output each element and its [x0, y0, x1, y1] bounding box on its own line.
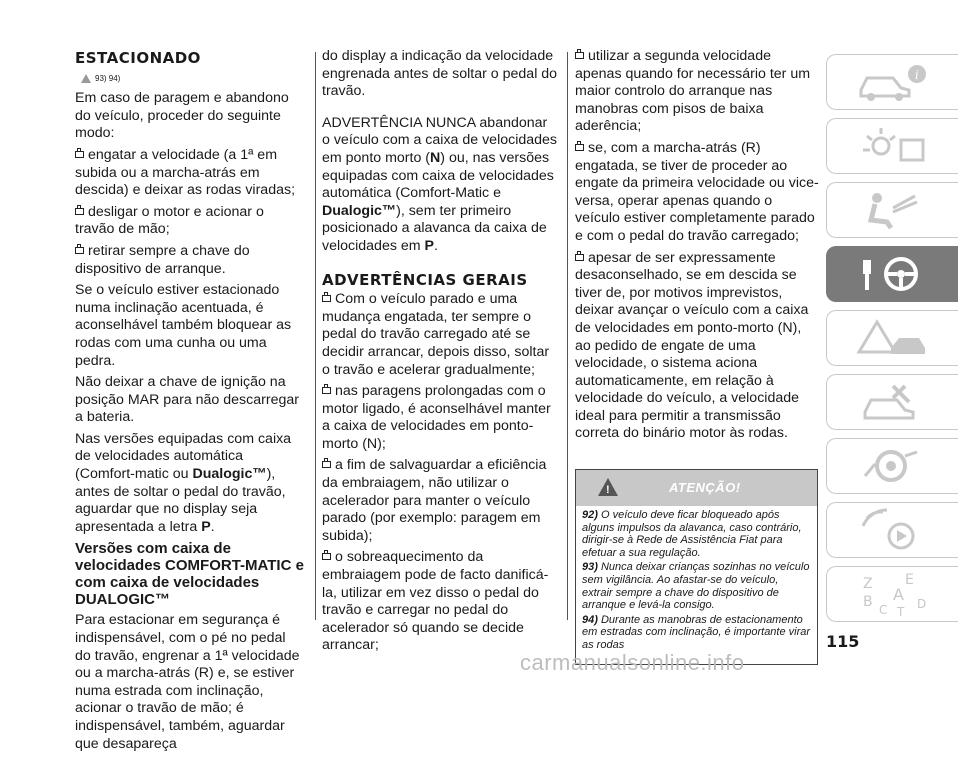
attention-box — [575, 469, 818, 665]
tab-index[interactable] — [826, 566, 958, 622]
tab-emergency[interactable] — [826, 310, 958, 366]
bullet-icon — [322, 553, 331, 560]
warning-refs — [81, 70, 305, 88]
warning-triangle-icon — [81, 74, 91, 83]
column-3 — [575, 48, 820, 665]
attention-item: 92) O veículo deve ficar bloqueado após alguns impulsos da alavanca, caso contrário, dirigir-se à Rede de Assistência Fiat para efetuar a sua regulação. — [582, 509, 802, 559]
bullet-item: o sobreaquecimento da embraiagem pode de facto danificá-la, utilizar em vez disso o pedal do travão e carregar no pedal do acelerador só quando se decide arrancar; — [322, 549, 549, 654]
bullet-item: retirar sempre a chave do dispositivo de arranque. — [75, 242, 250, 277]
tab-car-info[interactable] — [826, 54, 958, 110]
bullet-icon — [322, 387, 331, 394]
specs-icon — [853, 444, 933, 488]
svg-text:i: i — [914, 68, 919, 82]
service-car-icon — [853, 380, 933, 424]
bullet-item: desligar o motor e acionar o travão de mão; — [75, 203, 264, 238]
paragraph: do display a indicação da velocidade engrenada antes de soltar o pedal do travão. — [322, 48, 558, 100]
bullet-icon — [575, 254, 584, 261]
bullet-icon — [75, 151, 84, 158]
bullet-icon — [322, 461, 331, 468]
chapter-tabs — [826, 54, 958, 630]
bullet-icon — [575, 52, 584, 59]
column-2 — [322, 48, 558, 659]
column-divider — [567, 52, 568, 620]
index-letter: C — [878, 603, 887, 616]
bullet-icon — [575, 144, 584, 151]
key-steering-wheel-icon — [853, 252, 933, 296]
index-letters-icon — [853, 572, 933, 616]
watermark: carmanualsonline.info — [520, 650, 745, 675]
page-number: 115 — [826, 632, 860, 651]
tab-multimedia[interactable] — [826, 502, 958, 558]
bullet-item: utilizar a segunda velocidade apenas quando for necessário ter um maior controlo do arranque nas manobras com pisos de baixa aderência; — [575, 48, 811, 135]
index-letter: D — [916, 597, 926, 611]
intro-paragraph: Em caso de paragem e abandono do veículo, proceder do seguinte modo: — [75, 90, 289, 142]
multimedia-icon — [853, 508, 933, 552]
paragraph: Não deixar a chave de ignição na posição MAR para não descarregar a bateria. — [75, 374, 299, 426]
bullet-item: nas paragens prolongadas com o motor ligado, é aconselhável manter a caixa de velocidades em ponto-morto (N); — [322, 383, 551, 452]
subsection-heading: Versões com caixa de velocidades COMFORT-MATIC e com caixa de velocidades DUALOGIC™ — [75, 540, 304, 609]
warning-car-icon — [853, 316, 933, 360]
warning-triangle-icon: ! — [598, 478, 618, 496]
bullet-icon — [75, 247, 84, 254]
attention-item: 94) Durante as manobras de estacionamento em estradas com inclinação, é importante virar as rodas — [582, 613, 811, 651]
attention-title: ATENÇÃO! — [669, 480, 741, 496]
airbag-seat-icon — [853, 188, 933, 232]
paragraph: Para estacionar em segurança é indispensável, com o pé no pedal do travão, engrenar a 1ª velocidade ou a marcha-atrás (R) e, se estiver numa estrada com inclinação, acionar o travão de mão; é indispensável, também, aguardar que desapareça — [75, 612, 300, 752]
index-letter: B — [862, 594, 873, 610]
bullet-icon — [75, 208, 84, 215]
warning-refs-text: 93) 94) — [95, 73, 121, 83]
index-letter: A — [892, 585, 904, 604]
index-letter: T — [896, 605, 904, 616]
tab-technical-data[interactable] — [826, 438, 958, 494]
bullet-icon — [322, 295, 331, 302]
column-1 — [75, 50, 305, 757]
car-info-icon — [853, 60, 933, 104]
bullet-item: a fim de salvaguardar a eficiência da embraiagem, não utilizar o acelerador para manter o veículo parado (por exemplo: paragem em subida); — [322, 457, 547, 544]
bullet-item: engatar a velocidade (a 1ª em subida ou a marcha-atrás em descida) e deixar as rodas viradas; — [75, 146, 296, 199]
tab-safety[interactable] — [826, 182, 958, 238]
bullet-item: Com o veículo parado e uma mudança engatada, ter sempre o pedal do travão carregado até se decidir arrancar, depois disso, soltar o travão e acelerar gradualmente; — [322, 291, 550, 378]
bullet-item: se, com a marcha-atrás (R) engatada, se tiver de proceder ao engate da primeira velocidade ou vice-versa, operar apenas quando o veículo estiver completamente parado e com o pedal do travão carregado; — [575, 139, 819, 244]
attention-item: 93) Nunca deixar crianças sozinhas no veículo sem vigilância. Ao afastar-se do veículo, extrair sempre a chave do dispositivo de arranque e levá-la consigo. — [582, 561, 810, 612]
dashboard-lights-icon — [853, 124, 933, 168]
tab-maintenance[interactable] — [826, 374, 958, 430]
section-heading-advertencias: ADVERTÊNCIAS GERAIS — [322, 270, 528, 289]
bullet-item: apesar de ser expressamente desaconselhado, se em descida se tiver de, por motivos imprevistos, deixar avançar o veículo com a caixa de velocidades em ponto-morto (N), ao pedido de engate de uma velocidade, o sistema aciona automaticamente, em relação à velocidade do veículo, a velocidade ideal para permitir a transmissão correta do binário motor às rodas. — [575, 249, 809, 442]
tab-starting-driving[interactable] — [826, 246, 958, 302]
paragraph: Se o veículo estiver estacionado numa inclinação acentuada, é aconselhável também bloquear as rodas com uma cunha ou uma pedra. — [75, 282, 292, 369]
index-letter: Z — [862, 576, 873, 592]
tab-dashboard[interactable] — [826, 118, 958, 174]
paragraph: ADVERTÊNCIA NUNCA abandonar o veículo com a caixa de velocidades em ponto morto (N) ou, nas versões equipadas com caixa de velocidades automática (Comfort-Matic e Dualogic™), sem ter primeiro posicionado a alavanca da caixa de velocidades em P. — [322, 114, 558, 254]
attention-body — [576, 506, 817, 657]
section-heading-estacionado: ESTACIONADO — [75, 49, 201, 67]
index-letter: E — [904, 572, 914, 588]
attention-header — [576, 470, 817, 506]
column-divider — [315, 52, 316, 620]
paragraph: Nas versões equipadas com caixa de velocidades automática (Comfort-matic ou Dualogic™), antes de soltar o pedal do travão, aguardar que no display seja apresentada a letra P. — [75, 430, 292, 535]
